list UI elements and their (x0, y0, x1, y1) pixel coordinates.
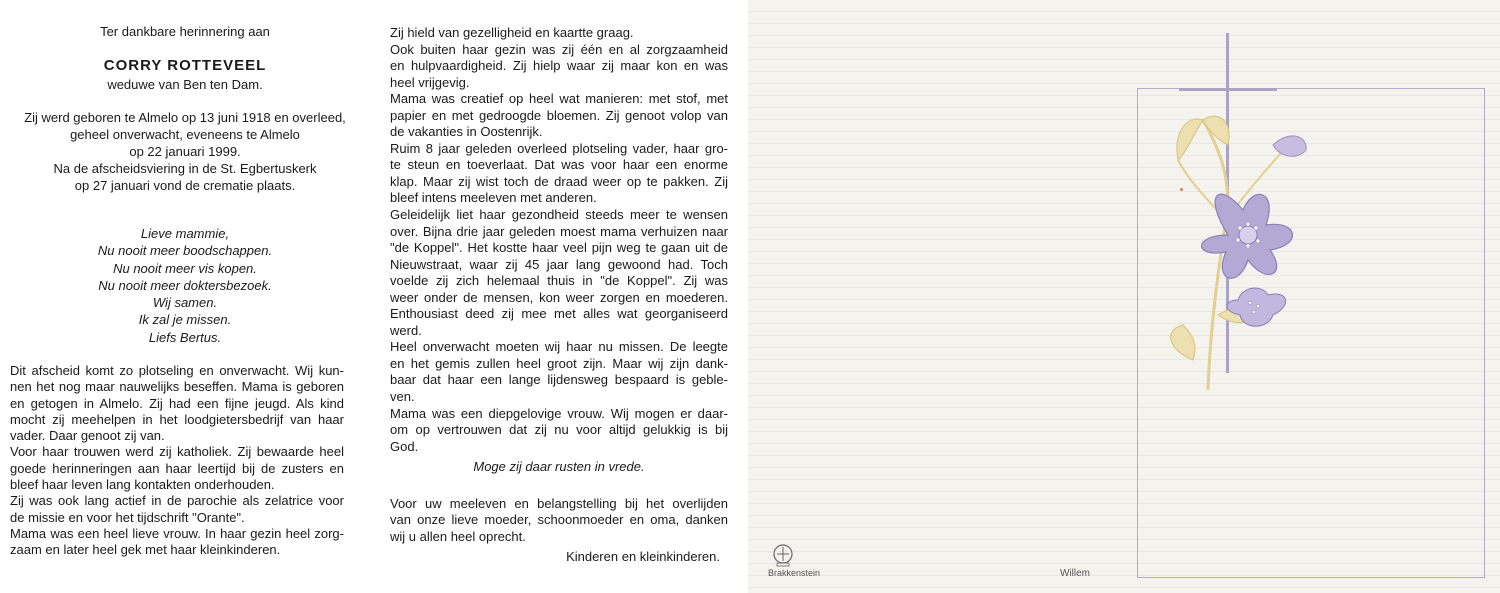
poem-line: Lieve mammie, (140, 226, 230, 241)
text-line: vader. Daar genoot zij van. (10, 428, 165, 444)
bio-line: op 22 januari 1999. (129, 144, 241, 159)
middle-page (370, 0, 748, 593)
thanks-line: Voor uw meeleven en belangstelling bij het overlijden (390, 495, 728, 511)
text-line: de vakanties in Oostenrijk. (390, 124, 543, 140)
prayer-line: Moge zij daar rusten in vrede. (473, 459, 645, 475)
lily-flower-illustration (1148, 100, 1323, 390)
text-line: Geleidelijk liet haar gezondheid steeds meer te wensen (390, 207, 728, 223)
cover-page (748, 0, 1500, 593)
text-line: bleef haar leven lang kontakten onderhouden. (10, 477, 275, 493)
thanks-line: wij u allen heel oprecht. (390, 528, 526, 544)
text-line: ven. (390, 389, 415, 405)
bio-line: Na de afscheidsviering in de St. Egbertuskerk (53, 161, 317, 176)
text-line: bleef intens meeleven met anderen. (390, 190, 597, 206)
text-line: de missie en voor het tijdschrift "Orante". (10, 509, 245, 525)
poem-line: Wij samen. (152, 295, 218, 311)
text-line: en het gemis zullen heel groot zijn. Maar wij zijn dank- (390, 355, 728, 371)
publisher-logo-icon (772, 544, 794, 568)
biography-block (0, 109, 370, 194)
text-line: goede herinneringen aan haar leertijd bij de zusters en (10, 460, 344, 476)
thanks-paragraph (390, 496, 728, 546)
text-line: Ruim 8 jaar geleden overleed plotseling vader, haar gro- (390, 140, 728, 156)
text-line: en hulpvaardigheid. Zij hielp waar zij maar kon en was (390, 58, 728, 74)
text-line: Enthousiast deed zij mee met alles wat georganiseerd (390, 306, 728, 322)
text-line: Zij hield van gezelligheid en kaartte graag. (390, 25, 634, 40)
text-line: baar dat haar een lange lijdensweg bespaard is geble- (390, 372, 728, 388)
left-page (0, 0, 370, 593)
text-line: nen het nog maar nauwelijks beseffen. Mama is geboren (10, 379, 344, 395)
text-line: weer onder de mensen, kon weer zorgen en moederen. (390, 289, 728, 305)
left-story-text (10, 363, 344, 559)
deceased-name: CORRY ROTTEVEEL (103, 57, 267, 74)
text-line: God. (390, 438, 419, 454)
text-line: Mama was een heel lieve vrouw. In haar gezin heel zorg- (10, 525, 344, 541)
text-line: werd. (390, 322, 422, 338)
text-line: Ook buiten haar gezin was zij één en al zorgzaamheid (390, 41, 728, 57)
widow-of-text: weduwe van Ben ten Dam. (107, 77, 263, 92)
cross-horizontal-beam (1179, 88, 1277, 91)
text-line: te steun en toeverlaat. Dat was voor haar een enorme (390, 157, 728, 173)
intro-text: Ter dankbare herinnering aan (100, 24, 270, 39)
bio-line: Zij werd geboren te Almelo op 13 juni 1918 en overleed, (24, 110, 346, 125)
text-line: om op vertrouwen dat zij nu voor altijd gelukkig is bij (390, 422, 728, 438)
text-line: Heel onverwacht moeten wij haar nu missen. De leegte (390, 339, 728, 355)
text-line: over. Bijna drie jaar geleden moest mama verhuizen naar (390, 223, 728, 239)
signoff-text: Kinderen en kleinkinderen. (566, 549, 720, 564)
text-line: Voor haar trouwen werd zij katholiek. Zij bewaarde heel (10, 444, 344, 460)
poem-line: Ik zal je missen. (138, 312, 232, 328)
text-line: "de Koppel". Het kostte haar veel pijn weg te gaan uit de (390, 240, 728, 256)
poem-line: Nu nooit meer boodschappen. (97, 243, 273, 259)
text-line: Nieuwstraat, waar zij 45 jaar lang gewoond had. Toch (390, 256, 728, 272)
middle-story-text (390, 25, 728, 545)
bio-line: op 27 januari vond de crematie plaats. (74, 178, 296, 193)
text-line: Dit afscheid komt zo plotseling en onverwacht. Wij kun- (10, 363, 344, 378)
poem-line: Liefs Bertus. (148, 329, 222, 345)
text-line: Zij was ook lang actief in de parochie als zelatrice voor (10, 493, 344, 509)
thanks-line: van onze lieve moeder, schoonmoeder en oma, danken (390, 512, 728, 528)
text-line: Mama was een diepgelovige vrouw. Wij mogen er daar- (390, 405, 728, 421)
text-line: papier en met gedroogde bloemen. Zij genoot volop van (390, 107, 728, 123)
text-line: heel vrijgevig. (390, 74, 470, 90)
text-line: klap. Maar zij wist toch de draad weer op te pakken. Zij (390, 173, 728, 189)
bio-line: geheel onverwacht, eveneens te Almelo (70, 127, 300, 142)
text-line: voelde zij zich helemaal thuis in "de Koppel". Zij was (390, 273, 728, 289)
text-line: mocht zij meehelpen in het loodgietersbedrijf van haar (10, 411, 344, 427)
artist-signature: Willem (1060, 568, 1090, 579)
poem-line: Nu nooit meer doktersbezoek. (98, 277, 272, 293)
poem-block (0, 225, 370, 346)
poem-line: Nu nooit meer vis kopen. (113, 260, 257, 276)
text-line: Mama was creatief op heel wat manieren: met stof, met (390, 91, 728, 107)
story-paragraphs (390, 25, 728, 455)
publisher-name: Brakkenstein (768, 568, 821, 578)
text-line: en getogen in Almelo. Zij had een fijne jeugd. Als kind (10, 395, 344, 411)
text-line: zaam en later heel gek met haar kleinkinderen. (10, 542, 281, 558)
